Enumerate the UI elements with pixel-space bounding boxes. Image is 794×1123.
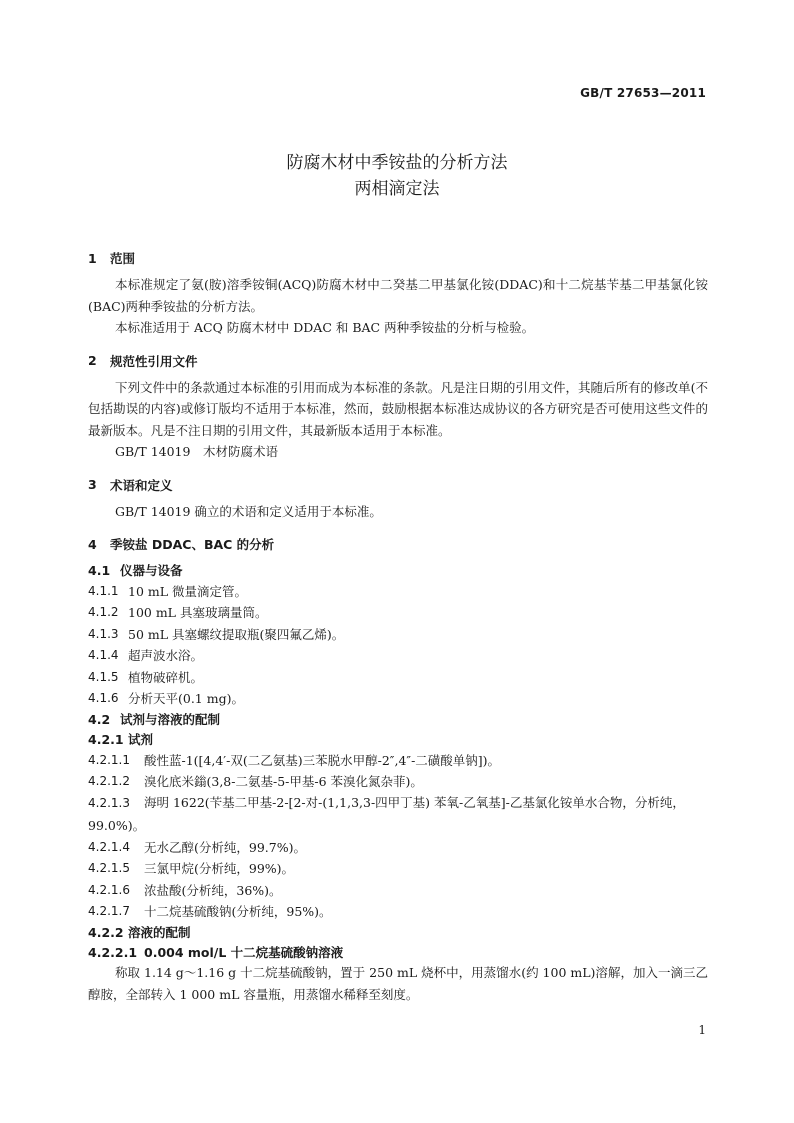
item-number: 4.2.1.6 (88, 882, 130, 897)
document-title (0, 150, 794, 202)
item-number: 4.2.1.3 (88, 796, 130, 810)
item-text: 100 mL 具塞玻璃量筒。 (128, 605, 268, 621)
section-title: 规范性引用文件 (110, 353, 198, 369)
section-number: 4.2.2 (88, 924, 124, 940)
section-number: 2 (88, 353, 97, 368)
item-text: 10 mL 微量滴定管。 (128, 583, 248, 599)
reagent-item (88, 749, 708, 771)
section-1-heading (88, 248, 708, 268)
section-title: 季铵盐 DDAC、BAC 的分析 (110, 537, 275, 552)
item-text: 分析天平(0.1 mg)。 (128, 691, 244, 707)
section-number: 1 (88, 250, 97, 266)
document-body (88, 248, 708, 1005)
section-4-2-2-heading (88, 922, 708, 942)
equipment-item (88, 645, 708, 667)
section-4-2-1-heading (88, 729, 708, 749)
section-number: 4.2 (88, 711, 111, 727)
equipment-item (88, 688, 708, 710)
item-number: 4.1.5 (88, 669, 119, 684)
section-2-paragraph: 下列文件中的条款通过本标准的引用而成为本标准的条款。凡是注日期的引用文件，其随后所有的修改单(不包括勘误的内容)或修订版均不适用于本标准，然而，鼓励根据本标准达成协议的各方研究是否可使用这些文件的最新版本。凡是不注日期的引用文件，其最新版本适用于本标准。 (88, 379, 708, 438)
section-4-2-heading (88, 709, 708, 729)
item-text: 无水乙醇(分析纯，99.7%)。 (144, 839, 306, 855)
item-text: 十二烷基硫酸钠(分析纯，95%)。 (144, 904, 332, 920)
section-1-paragraph-2: 本标准适用于 ACQ 防腐木材中 DDAC 和 BAC 两种季铵盐的分析与检验。 (115, 320, 535, 335)
item-text: 三氯甲烷(分析纯，99%)。 (144, 861, 295, 877)
section-number: 4.1 (88, 562, 111, 578)
item-text: 植物破碎机。 (128, 669, 204, 685)
section-4-2-2-1-heading (88, 942, 708, 962)
item-number: 4.1.3 (88, 626, 119, 641)
item-number: 4.2.1.2 (88, 774, 130, 789)
title-main: 防腐木材中季铵盐的分析方法 (286, 153, 508, 173)
equipment-item (88, 666, 708, 688)
item-text: 浓盐酸(分析纯，36%)。 (144, 882, 282, 898)
item-text: 50 mL 具塞螺纹提取瓶(聚四氟乙烯)。 (128, 626, 345, 642)
section-number: 4.2.2.1 (88, 944, 138, 960)
item-number: 4.2.1.4 (88, 839, 130, 854)
item-number: 4.1.1 (88, 583, 119, 598)
item-text: 超声波水浴。 (128, 648, 204, 664)
page-number: 1 (698, 1023, 706, 1037)
section-number: 4 (88, 536, 97, 552)
equipment-item (88, 580, 708, 602)
equipment-item (88, 623, 708, 645)
reagent-item (88, 836, 708, 858)
normative-reference: GB/T 14019 木材防腐术语 (115, 444, 278, 459)
equipment-item (88, 602, 708, 624)
section-title: 试剂与溶液的配制 (120, 712, 221, 727)
title-sub: 两相滴定法 (354, 179, 440, 199)
section-title: 0.004 mol/L 十二烷基硫酸钠溶液 (144, 945, 344, 960)
reagent-item (88, 858, 708, 880)
section-title: 范围 (110, 251, 136, 266)
section-title: 术语和定义 (110, 477, 173, 493)
section-3-heading (88, 475, 708, 495)
reagent-item (88, 771, 708, 793)
section-3-paragraph: GB/T 14019 确立的术语和定义适用于本标准。 (115, 503, 382, 519)
item-number: 4.2.1.1 (88, 752, 130, 767)
item-number: 4.2.1.7 (88, 904, 130, 919)
section-4-2-2-1-paragraph: 称取 1.14 g～1.16 g 十二烷基硫酸钠，置于 250 mL 烧杯中，用蒸馏水(约 100 mL)溶解，加入一滴三乙醇胺，全部转入 1 000 mL 容量瓶，用蒸馏水稀释至刻度。 (88, 965, 708, 1002)
item-number: 4.1.6 (88, 691, 119, 706)
reagent-item (88, 901, 708, 923)
section-4-heading (88, 534, 708, 554)
section-title: 仪器与设备 (120, 563, 183, 578)
section-title: 试剂 (128, 732, 154, 747)
section-2-heading (88, 351, 708, 371)
section-number: 3 (88, 477, 97, 492)
item-text: 酸性蓝-1([4,4′-双(二乙氨基)三苯脱水甲醇-2″,4″-二磺酸单钠])。 (144, 752, 501, 768)
section-title: 溶液的配制 (128, 925, 191, 940)
item-text: 溴化底米鎓(3,8-二氨基-5-甲基-6 苯溴化氮杂菲)。 (144, 774, 423, 790)
standard-number: GB/T 27653—2011 (580, 86, 706, 100)
reagent-item (88, 792, 708, 836)
section-number: 4.2.1 (88, 731, 124, 747)
item-text: 海明 1622(苄基二甲基-2-[2-对-(1,1,3,3-四甲丁基) 苯氧-乙氧基]-乙基氯化铵单水合物，分析纯，99.0%)。 (88, 795, 685, 833)
item-number: 4.1.2 (88, 605, 119, 620)
item-number: 4.2.1.5 (88, 861, 130, 876)
section-1-paragraph-1: 本标准规定了氨(胺)溶季铵铜(ACQ)防腐木材中二癸基二甲基氯化铵(DDAC)和十二烷基苄基二甲基氯化铵(BAC)两种季铵盐的分析方法。 (88, 277, 708, 314)
section-4-1-heading (88, 560, 708, 580)
item-number: 4.1.4 (88, 648, 119, 663)
reagent-item (88, 879, 708, 901)
